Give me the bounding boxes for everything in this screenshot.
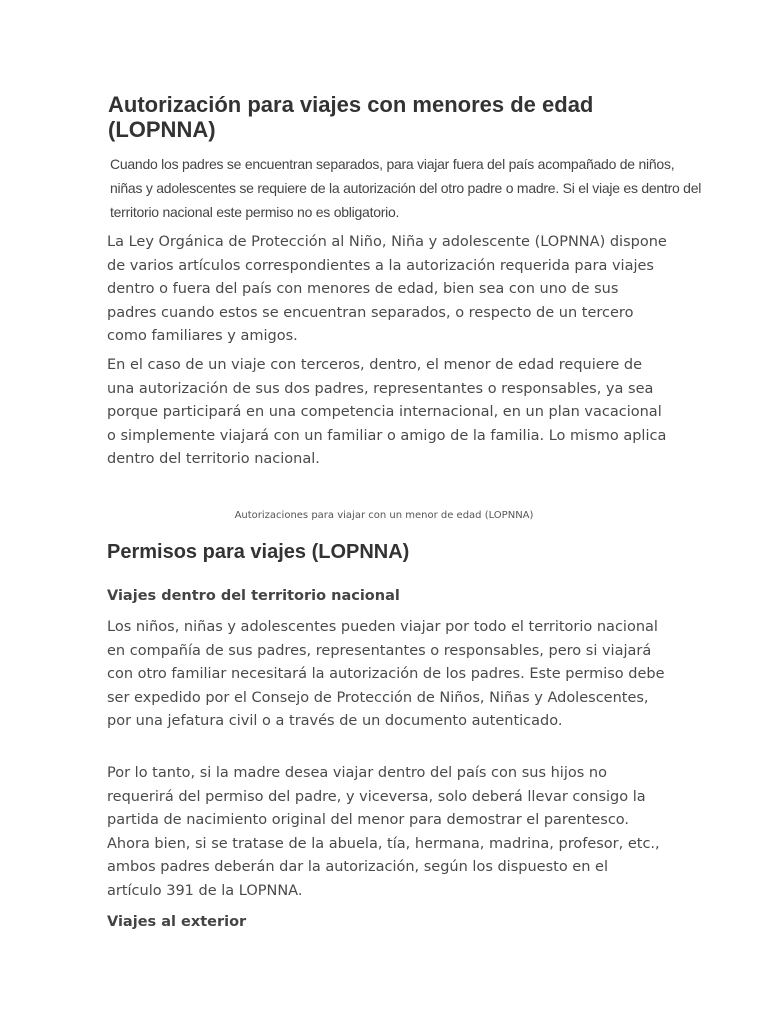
subsection-title-domestic: Viajes dentro del territorio nacional xyxy=(107,588,400,604)
intro-paragraph-2: En el caso de un viaje con terceros, dentro, el menor de edad requiere de una autorización de sus dos padres, representantes o responsables, ya sea porque participará en una competencia internacional, en un plan vacacional o simplemente viajará con un familiar o amigo de la familia. Lo mismo aplica dentro del territorio nacional. xyxy=(107,357,667,467)
domestic-paragraph-2: Por lo tanto, si la madre desea viajar dentro del país con sus hijos no requerirá del permiso del padre, y viceversa, solo deberá llevar consigo la partida de nacimiento original del menor para demostrar el parentesco. Ahora bien, si se tratase de la abuela, tía, hermana, madrina, profesor, etc., ambos padres deberán dar la autorización, según los dispuesto en el artículo 391 de la LOPNNA. xyxy=(107,765,660,899)
intro-paragraph-1: La Ley Orgánica de Protección al Niño, Niña y adolescente (LOPNNA) dispone de varios artículos correspondientes a la autorización requerida para viajes dentro o fuera del país con menores de edad, bien sea con uno de sus padres cuando estos se encuentran separados, o respecto de un tercero como familiares y amigos. xyxy=(107,234,667,344)
article-title: Autorización para viajes con menores de edad (LOPNNA) xyxy=(108,92,594,142)
image-caption: Autorizaciones para viajar con un menor de edad (LOPNNA) xyxy=(234,510,534,521)
subsection-title-abroad: Viajes al exterior xyxy=(107,914,247,930)
section-title: Permisos para viajes (LOPNNA) xyxy=(107,541,410,563)
article-lead: Cuando los padres se encuentran separados, para viajar fuera del país acompañado de niños, niñas y adolescentes se requiere de la autorización del otro padre o madre. Si el viaje es dentro del territorio nacional este permiso no es obligatorio. xyxy=(110,156,702,220)
domestic-paragraph-1: Los niños, niñas y adolescentes pueden viajar por todo el territorio nacional en compañía de sus padres, representantes o responsables, pero si viajará con otro familiar necesitará la autorización de los padres. Este permiso debe ser expedido por el Consejo de Protección de Niños, Niñas y Adolescentes, por una jefatura civil o a través de un documento autenticado. xyxy=(107,619,665,729)
